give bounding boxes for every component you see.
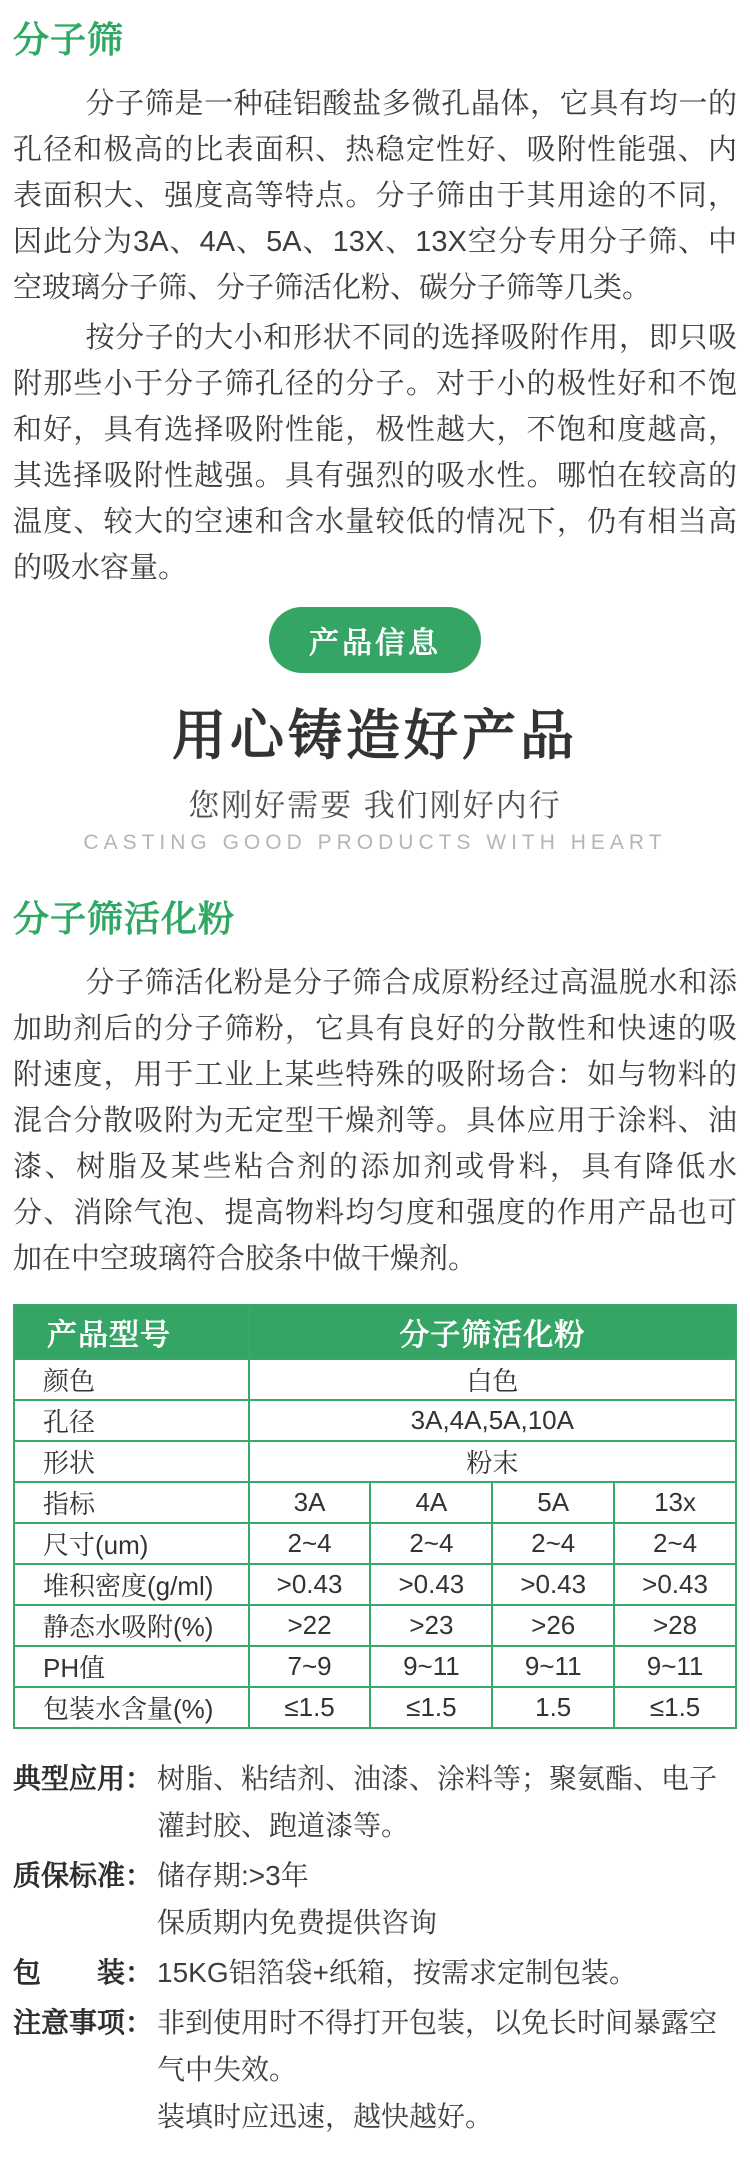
cell-value: >22 [249,1605,371,1646]
table-row [14,1605,736,1646]
banner-subtitle: 您刚好需要 我们刚好内行 [188,788,562,823]
row-value: 白色 [249,1359,736,1400]
cell-value: 2~4 [249,1523,371,1564]
table-row [14,1441,736,1482]
cell-value: 9~11 [370,1646,492,1687]
table-row [14,1564,736,1605]
intro-paragraph-1: 分子筛是一种硅铝酸盐多微孔晶体，它具有均一的孔径和极高的比表面积、热稳定性好、吸附性能强、内表面积大、强度高等特点。分子筛由于其用途的不同，因此分为3A、4A、5A、13X、13X空分专用分子筛、中空玻璃分子筛、分子筛活化粉、碳分子筛等几类。 [13,88,737,304]
table-row [14,1359,736,1400]
section-title-activated-powder: 分子筛活化粉 [13,898,236,939]
note-label: 包 装： [13,1957,154,1988]
table-row [14,1482,736,1523]
note-line: 装填时应迅速，越快越好。 [157,2101,494,2132]
row-label: 指标 [14,1482,249,1523]
cell-value: 2~4 [370,1523,492,1564]
cell-value: ≤1.5 [249,1687,371,1728]
intro-paragraph-2: 按分子的大小和形状不同的选择吸附作用，即只吸附那些小于分子筛孔径的分子。对于小的极性好和不饱和好，具有选择吸附性能，极性越大，不饱和度越高，其选择吸附性越强。具有强烈的吸水性。哪怕在较高的温度、较大的空速和含水量较低的情况下，仍有相当高的吸水容量。 [13,322,737,584]
product-info-badge: 产品信息 [269,607,481,673]
row-label: PH值 [14,1646,249,1687]
row-value: 3A,4A,5A,10A [249,1400,736,1441]
table-row [14,1646,736,1687]
cell-value: 7~9 [249,1646,371,1687]
banner-title: 用心铸造好产品 [172,706,578,766]
note-body [157,1949,737,1996]
row-label: 颜色 [14,1359,249,1400]
cell-value: 2~4 [492,1523,614,1564]
cell-value: 4A [370,1482,492,1523]
cell-value: 2~4 [614,1523,736,1564]
row-label: 形状 [14,1441,249,1482]
note-body [157,1755,737,1849]
cell-value: 9~11 [614,1646,736,1687]
spec-header-model: 产品型号 [14,1305,249,1359]
spec-table [13,1304,737,1729]
row-label: 静态水吸附(%) [14,1605,249,1646]
note-block [13,1852,737,1946]
cell-value: 3A [249,1482,371,1523]
note-body [157,1999,737,2140]
note-block [13,1755,737,1849]
cell-value: 1.5 [492,1687,614,1728]
cell-value: >23 [370,1605,492,1646]
row-value: 粉末 [249,1441,736,1482]
cell-value: >0.43 [614,1564,736,1605]
cell-value: >28 [614,1605,736,1646]
cell-value: >26 [492,1605,614,1646]
note-body [157,1852,737,1946]
table-row [14,1687,736,1728]
cell-value: >0.43 [492,1564,614,1605]
banner-tagline-en: CASTING GOOD PRODUCTS WITH HEART [83,831,667,854]
note-block [13,1999,737,2140]
spec-header-product: 分子筛活化粉 [249,1305,736,1359]
row-label: 堆积密度(g/ml) [14,1564,249,1605]
cell-value: 9~11 [492,1646,614,1687]
row-label: 包装水含量(%) [14,1687,249,1728]
note-line: 树脂、粘结剂、油漆、涂料等；聚氨酯、电子灌封胶、跑道漆等。 [157,1763,718,1841]
powder-paragraph: 分子筛活化粉是分子筛合成原粉经过高温脱水和添加助剂后的分子筛粉，它具有良好的分散性和快速的吸附速度，用于工业上某些特殊的吸附场合：如与物料的混合分散吸附为无定型干燥剂等。具体应用于涂料、油漆、树脂及某些粘合剂的添加剂或骨料，具有降低水分、消除气泡、提高物料均匀度和强度的作用产品也可加在中空玻璃符合胶条中做干燥剂。 [13,967,737,1275]
table-row [14,1523,736,1564]
section-title-molecular-sieve: 分子筛 [13,19,125,60]
note-line: 保质期内免费提供咨询 [157,1907,438,1938]
cell-value: >0.43 [370,1564,492,1605]
notes [13,1755,737,2140]
spec-table-head [14,1305,736,1359]
spec-table-header-row [14,1305,736,1359]
note-label: 注意事项： [13,2007,154,2038]
cell-value: 13x [614,1482,736,1523]
cell-value: >0.43 [249,1564,371,1605]
table-row [14,1400,736,1441]
note-label: 典型应用： [13,1763,154,1794]
row-label: 尺寸(um) [14,1523,249,1564]
spec-table-body [14,1359,736,1728]
note-line: 15KG铝箔袋+纸箱，按需求定制包装。 [157,1957,637,1988]
note-line: 储存期:>3年 [157,1860,309,1891]
note-label: 质保标准： [13,1860,154,1891]
cell-value: ≤1.5 [614,1687,736,1728]
cell-value: ≤1.5 [370,1687,492,1728]
product-info-banner [13,607,737,855]
cell-value: 5A [492,1482,614,1523]
row-label: 孔径 [14,1400,249,1441]
note-line: 非到使用时不得打开包装，以免长时间暴露空气中失效。 [157,2007,718,2085]
note-block [13,1949,737,1996]
